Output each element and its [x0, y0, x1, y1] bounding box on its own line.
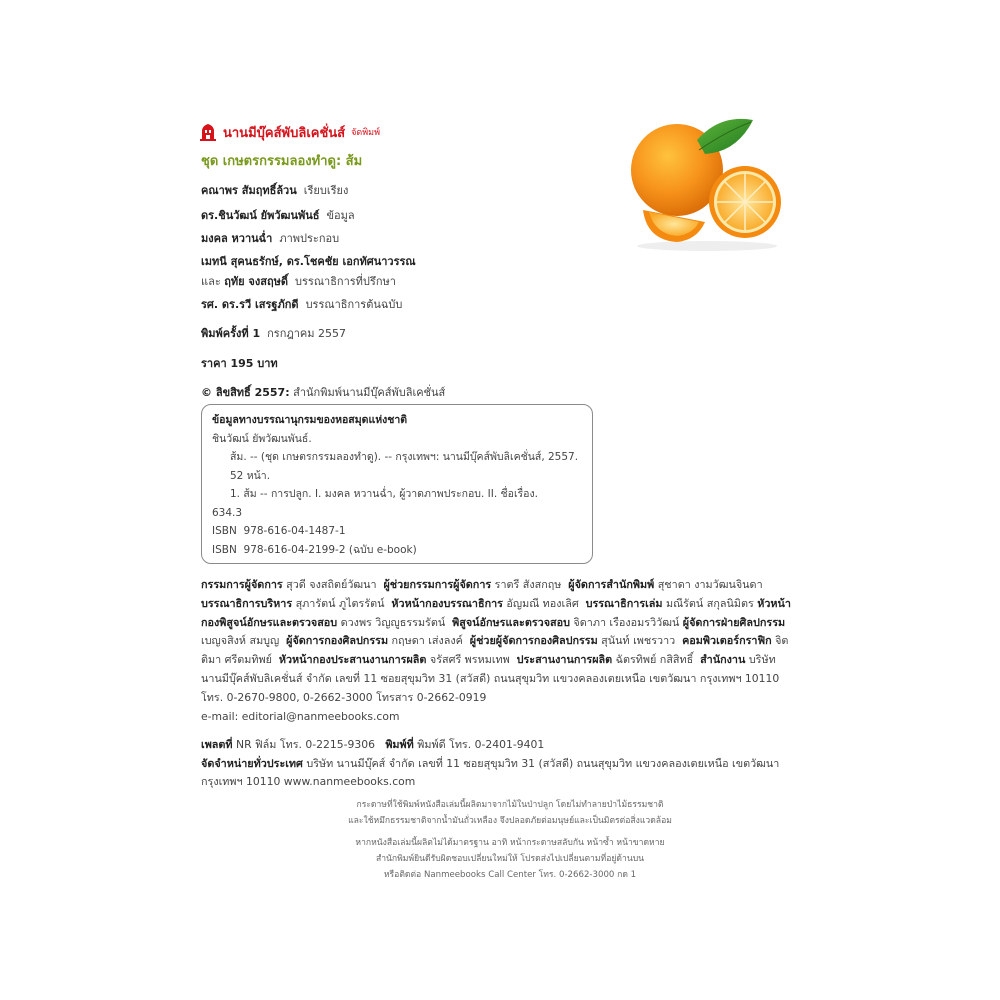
publisher-role: จัดพิมพ์ [351, 128, 381, 138]
publisher-name: นานมีบุ๊คส์พับลิเคชั่นส์ [223, 125, 346, 141]
defect-note: หากหนังสือเล่มนี้ผลิตไม่ได้มาตรฐาน อาทิ หน้ากระดาษสลับกัน หน้าซ้ำ หน้าขาดหาย [355, 838, 665, 848]
defect-note: สำนักพิมพ์ยินดีรับผิดชอบเปลี่ยนใหม่ให้ โปรดส่งไปเปลี่ยนตามที่อยู่ด้านบน [375, 854, 645, 864]
credit-line: มงคล หวานฉ่ำ ภาพประกอบ [201, 232, 340, 245]
orange-illustration-icon [625, 112, 790, 252]
credit-line: เมทนี สุคนธรักษ์, ดร.โชคชัย เอกทัศนาวรรณ [201, 255, 416, 268]
email: e-mail: editorial@nanmeebooks.com [201, 709, 400, 723]
credit-line: รศ. ดร.รวี เสรฐภักดี บรรณาธิการต้นฉบับ [201, 298, 403, 311]
publisher-logo-icon [199, 122, 217, 142]
credit-line: ดร.ชินวัฒน์ ยัพวัฒนพันธ์ ข้อมูล [201, 209, 355, 222]
catalog-classification: 634.3 [212, 506, 243, 519]
printing-info: เพลตที่ NR ฟิล์ม โทร. 0-2215-9306 พิมพ์ที่ พิมพ์ดี โทร. 0-2401-9401 จัดจำหน่ายทั่วประเทศ บริษัท นานมีบุ๊คส์ จำกัด เลขที่ 11 ซอยสุขุมวิท 31 (สวัสดี) ถนนสุขุมวิท แขวงคลองเตยเหนือ เขตวัฒนา กรุงเทพฯ 10110 www.nanmeebooks.com [201, 738, 780, 788]
catalog-line: 1. ส้ม -- การปลูก. I. มงคล หวานฉ่ำ, ผู้วาดภาพประกอบ. II. ชื่อเรื่อง. [230, 488, 538, 500]
copyright-line: © ลิขสิทธิ์ 2557: สำนักพิมพ์นานมีบุ๊คส์พับลิเคชั่นส์ [201, 386, 446, 399]
catalog-author: ชินวัฒน์ ยัพวัฒนพันธ์. [212, 432, 312, 445]
catalog-line: 52 หน้า. [230, 469, 271, 482]
catalog-info-box [201, 404, 593, 564]
catalog-title: ข้อมูลทางบรรณานุกรมของหอสมุดแห่งชาติ [212, 414, 408, 426]
catalog-isbn: ISBN 978-616-04-2199-2 (ฉบับ e-book) [212, 543, 417, 556]
callcenter-note: หรือติดต่อ Nanmeebooks Call Center โทร. 0-2662-3000 กด 1 [383, 870, 637, 880]
credit-line: คณาพร สัมฤทธิ์ล้วน เรียบเรียง [201, 184, 349, 197]
series-title: ชุด เกษตรกรรมลองทำดู: ส้ม [201, 154, 363, 169]
catalog-line: ส้ม. -- (ชุด เกษตรกรรมลองทำดู). -- กรุงเทพฯ: นานมีบุ๊คส์พับลิเคชั่นส์, 2557. [230, 451, 579, 463]
paper-note: กระดาษที่ใช้พิมพ์หนังสือเล่มนี้ผลิตมาจากไม้ในป่าปลูก โดยไม่ทำลายป่าไม้ธรรมชาติ [356, 800, 664, 810]
price-line: ราคา 195 บาท [201, 357, 278, 370]
catalog-isbn: ISBN 978-616-04-1487-1 [212, 525, 346, 537]
edition-line: พิมพ์ครั้งที่ 1 กรกฎาคม 2557 [201, 327, 347, 340]
publisher-header [199, 122, 380, 142]
credit-line: และ ฤทัย จงสฤษดิ์ บรรณาธิการที่ปรึกษา [201, 275, 396, 288]
paper-note: และใช้หมึกธรรมชาติจากน้ำมันถั่วเหลือง จึงปลอดภัยต่อมนุษย์และเป็นมิตรต่อสิ่งแวดล้อม [348, 816, 672, 826]
staff-credits: กรรมการผู้จัดการ สุวดี จงสถิตย์วัฒนา ผู้ช่วยกรรมการผู้จัดการ ราตรี สังสกฤษ ผู้จัดการสำนักพิมพ์ สุชาดา งามวัฒนจินดา บรรณาธิการบริหาร สุภารัตน์ ภูไตรรัตน์ หัวหน้ากองบรรณาธิการ อัญมณี ทองเลิศ บรรณาธิการเล่ม มณีรัตน์ สกุลนิมิตร หัวหน้ากองพิสูจน์อักษรและตรวจสอบ ดวงพร วิญญูธรรมรัตน์ พิสูจน์อักษรและตรวจสอบ จิดาภา เรืองอมรวิวัฒน์ ผู้จัดการฝ่ายศิลปกรรม เบญจสิงห์ สมบูญ ผู้จัดการกองศิลปกรรม กฤษดา เส่งลงค์ ผู้ช่วยผู้จัดการกองศิลปกรรม สุนันท์ เพชรวาว คอมพิวเตอร์กราฟิก จิตติมา ศรีตมทิพย์ หัวหน้ากองประสานงานการผลิต จรัสศรี พรหมเทพ ประสานงานการผลิต ฉัตรทิพย์ กสิสิทธิ์ สำนักงาน บริษัท นานมีบุ๊คส์พับลิเคชั่นส์ จำกัด เลขที่ 11 ซอยสุขุมวิท 31 (สวัสดี) ถนนสุขุมวิท แขวงคลองเตยเหนือ เขตวัฒนา กรุงเทพฯ 10110 โทร. 0-2670-9800, 0-2662-3000 โทรสาร 0-2662-0919 e-mail: editorial@nanmeebooks.com [201, 578, 791, 723]
